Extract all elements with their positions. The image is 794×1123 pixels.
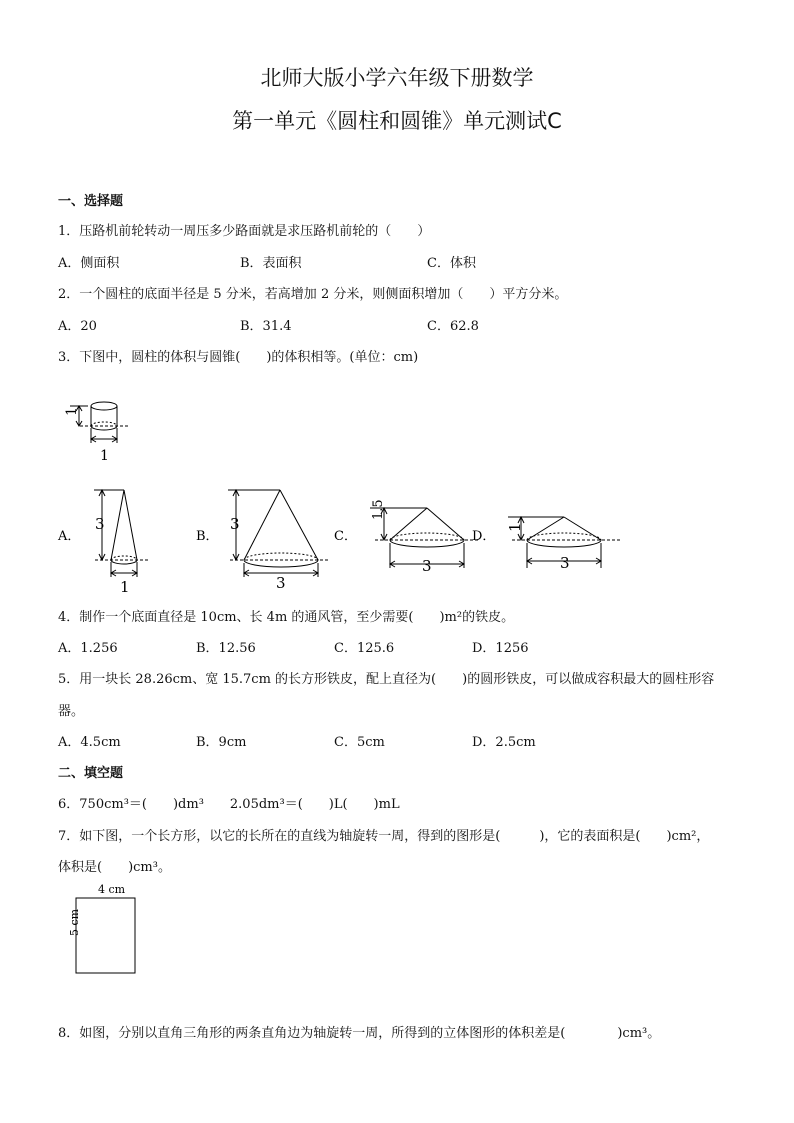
cone-c-height-label: 1.5 (371, 499, 386, 520)
q3-option-d-label: D． (472, 529, 496, 544)
cylinder-height-label: 1 (64, 407, 80, 416)
q3-option-b-label: B． (196, 529, 219, 544)
cone-a-diameter-label: 1 (120, 578, 130, 596)
section-heading-fill: 二、填空题 (58, 766, 124, 781)
q4-option-b: B．12.56 (196, 641, 256, 656)
q1-option-c: C．体积 (427, 256, 476, 271)
question-3-text: 3．下图中，圆柱的体积与圆锥( )的体积相等。(单位：cm) (58, 350, 419, 365)
q5-option-d: D．2.5cm (472, 735, 536, 750)
page-subtitle: 第一单元《圆柱和圆锥》单元测试C (232, 109, 562, 133)
question-5-text-line1: 5．用一块长 28.26cm、宽 15.7cm 的长方形铁皮，配上直径为( )的圆形铁皮，可以做成容积最大的圆柱形容 (58, 672, 715, 687)
q5-option-a: A．4.5cm (58, 735, 121, 750)
rectangle-height-label: 5 cm (68, 908, 81, 936)
q5-option-c: C．5cm (334, 735, 385, 750)
q5-option-b: B．9cm (196, 735, 247, 750)
q3-option-c-label: C． (334, 529, 357, 544)
cone-a (94, 490, 150, 577)
question-7-text-line1: 7．如下图，一个长方形，以它的长所在的直线为轴旋转一周，得到的图形是( )，它的表面积是( )cm²， (58, 829, 710, 844)
rectangle-width-label: 4 cm (98, 883, 126, 896)
cone-b (228, 490, 330, 577)
q3-option-a-label: A． (58, 529, 81, 544)
section-heading-choice: 一、选择题 (58, 194, 124, 209)
q3-figures (0, 385, 794, 605)
q1-option-a: A．侧面积 (58, 256, 120, 271)
q1-option-b: B．表面积 (240, 256, 302, 271)
q4-option-d: D．1256 (472, 641, 529, 656)
q2-option-b: B．31.4 (240, 319, 292, 334)
cone-d-diameter-label: 3 (560, 554, 570, 572)
cone-b-height-label: 3 (230, 515, 240, 533)
q4-option-c: C．125.6 (334, 641, 395, 656)
cone-c-diameter-label: 3 (422, 557, 432, 575)
question-2-text: 2．一个圆柱的底面半径是 5 分米，若高增加 2 分米，则侧面积增加（ ）平方分米。 (58, 287, 568, 302)
q7-rectangle-figure (50, 880, 160, 980)
question-4-text: 4．制作一个底面直径是 10cm、长 4m 的通风管，至少需要( )m²的铁皮。 (58, 610, 515, 625)
question-6-text: 6．750cm³＝( )dm³ 2.05dm³＝( )L( )mL (58, 797, 400, 812)
question-5-text-line2: 器。 (58, 704, 85, 719)
cone-a-height-label: 3 (95, 515, 105, 533)
question-1-text: 1．压路机前轮转动一周压多少路面就是求压路机前轮的（ ） (58, 224, 431, 239)
page-title: 北师大版小学六年级下册数学 (260, 66, 534, 90)
question-8-text: 8．如图，分别以直角三角形的两条直角边为轴旋转一周，所得到的立体图形的体积差是( )cm³。 (58, 1026, 661, 1041)
cone-d-height-label: 1 (506, 522, 524, 532)
q2-option-a: A．20 (58, 319, 97, 334)
cone-b-diameter-label: 3 (276, 574, 286, 592)
question-7-text-line2: 体积是( )cm³。 (58, 860, 171, 875)
q2-option-c: C．62.8 (427, 319, 479, 334)
cylinder-diameter-label: 1 (100, 448, 109, 464)
q4-option-a: A．1.256 (58, 641, 118, 656)
rectangle-shape (76, 898, 135, 973)
